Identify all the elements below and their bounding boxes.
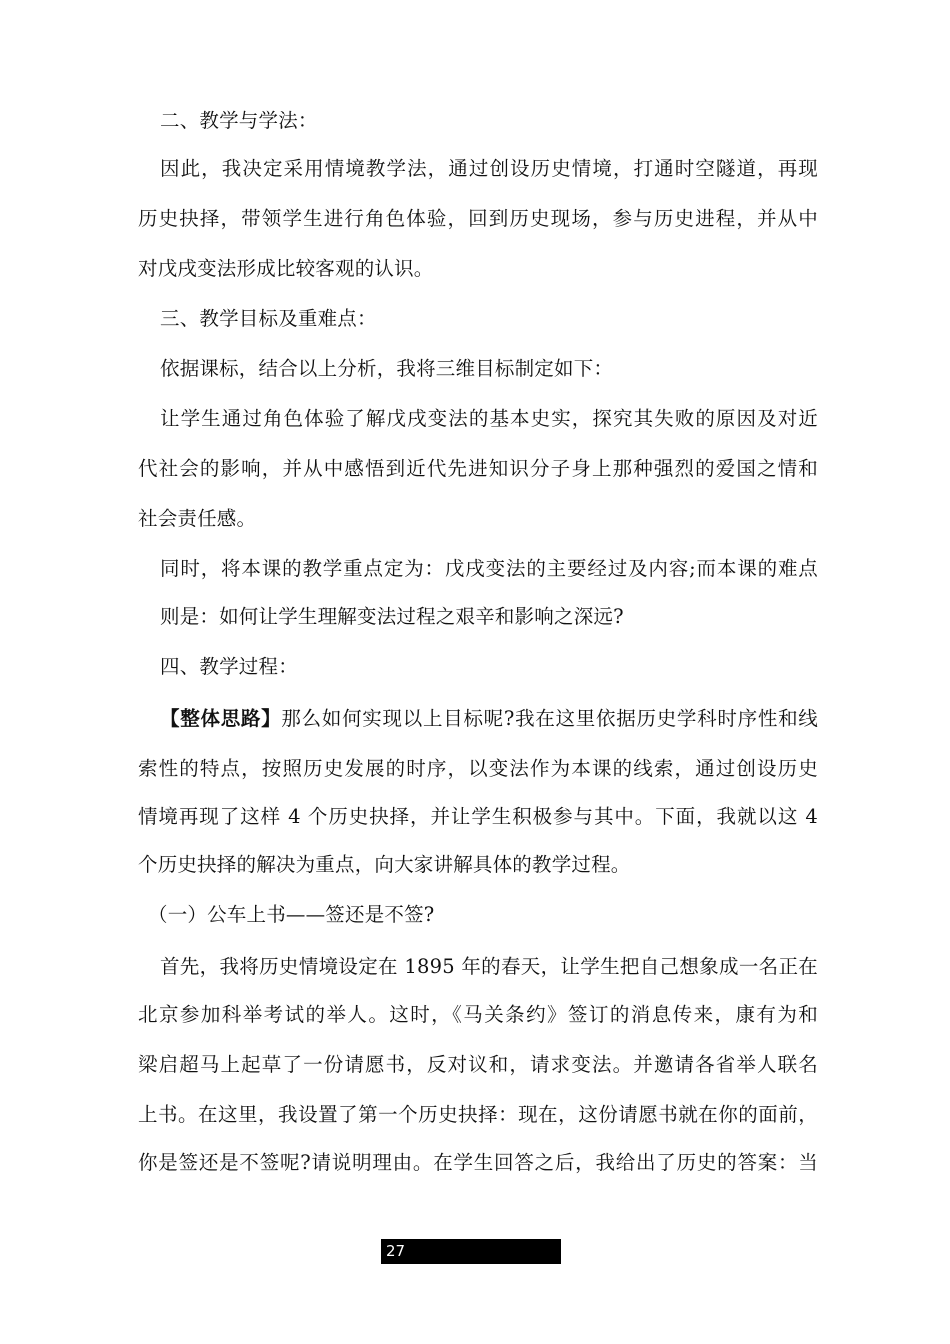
paragraph-line: 上书。在这里，我设置了第一个历史抉择：现在，这份请愿书就在你的面前， [138,1103,818,1126]
paragraph-line [160,706,818,732]
page-number: 27 [386,1242,406,1260]
paragraph-line: 依据课标，结合以上分析，我将三维目标制定如下： [160,357,614,380]
section-heading-4: 四、教学过程： [160,655,298,678]
paragraph-line: 对戊戌变法形成比较客观的认识。 [138,257,434,280]
paragraph-line: 北京参加科举考试的举人。这时，《马关条约》签订的消息传来，康有为和 [138,1003,818,1026]
paragraph-line: 同时，将本课的教学重点定为：戊戌变法的主要经过及内容;而本课的难点 [160,557,818,580]
section-heading-3: 三、教学目标及重难点： [160,307,377,330]
subsection-heading: （一）公车上书——签还是不签? [148,903,435,926]
paragraph-line: 则是：如何让学生理解变法过程之艰辛和影响之深远? [160,605,624,628]
paragraph-line: 历史抉择，带领学生进行角色体验，回到历史现场，参与历史进程，并从中 [138,207,818,230]
paragraph-line: 个历史抉择的解决为重点，向大家讲解具体的教学过程。 [138,853,631,876]
paragraph-line: 代社会的影响，并从中感悟到近代先进知识分子身上那种强烈的爱国之情和 [138,457,818,480]
section-heading-2: 二、教学与学法： [160,109,318,132]
paragraph-line: 情境再现了这样 4 个历史抉择，并让学生积极参与其中。下面，我就以这 4 [138,805,818,828]
overall-idea-label: 【整体思路】 [160,707,282,730]
paragraph-line: 你是签还是不签呢?请说明理由。在学生回答之后，我给出了历史的答案：当 [138,1151,818,1174]
page-number-bar [381,1239,561,1264]
paragraph-line: 首先，我将历史情境设定在 1895 年的春天，让学生把自己想象成一名正在 [160,955,818,978]
paragraph-line: 因此，我决定采用情境教学法，通过创设历史情境，打通时空隧道，再现 [160,157,818,180]
paragraph-line: 索性的特点，按照历史发展的时序，以变法作为本课的线索，通过创设历史 [138,757,818,780]
paragraph-line: 社会责任感。 [138,507,257,530]
paragraph-text: 那么如何实现以上目标呢?我在这里依据历史学科时序性和线 [281,707,819,730]
paragraph-line: 梁启超马上起草了一份请愿书，反对议和，请求变法。并邀请各省举人联名 [138,1053,818,1076]
paragraph-line: 让学生通过角色体验了解戊戌变法的基本史实，探究其失败的原因及对近 [160,407,818,430]
